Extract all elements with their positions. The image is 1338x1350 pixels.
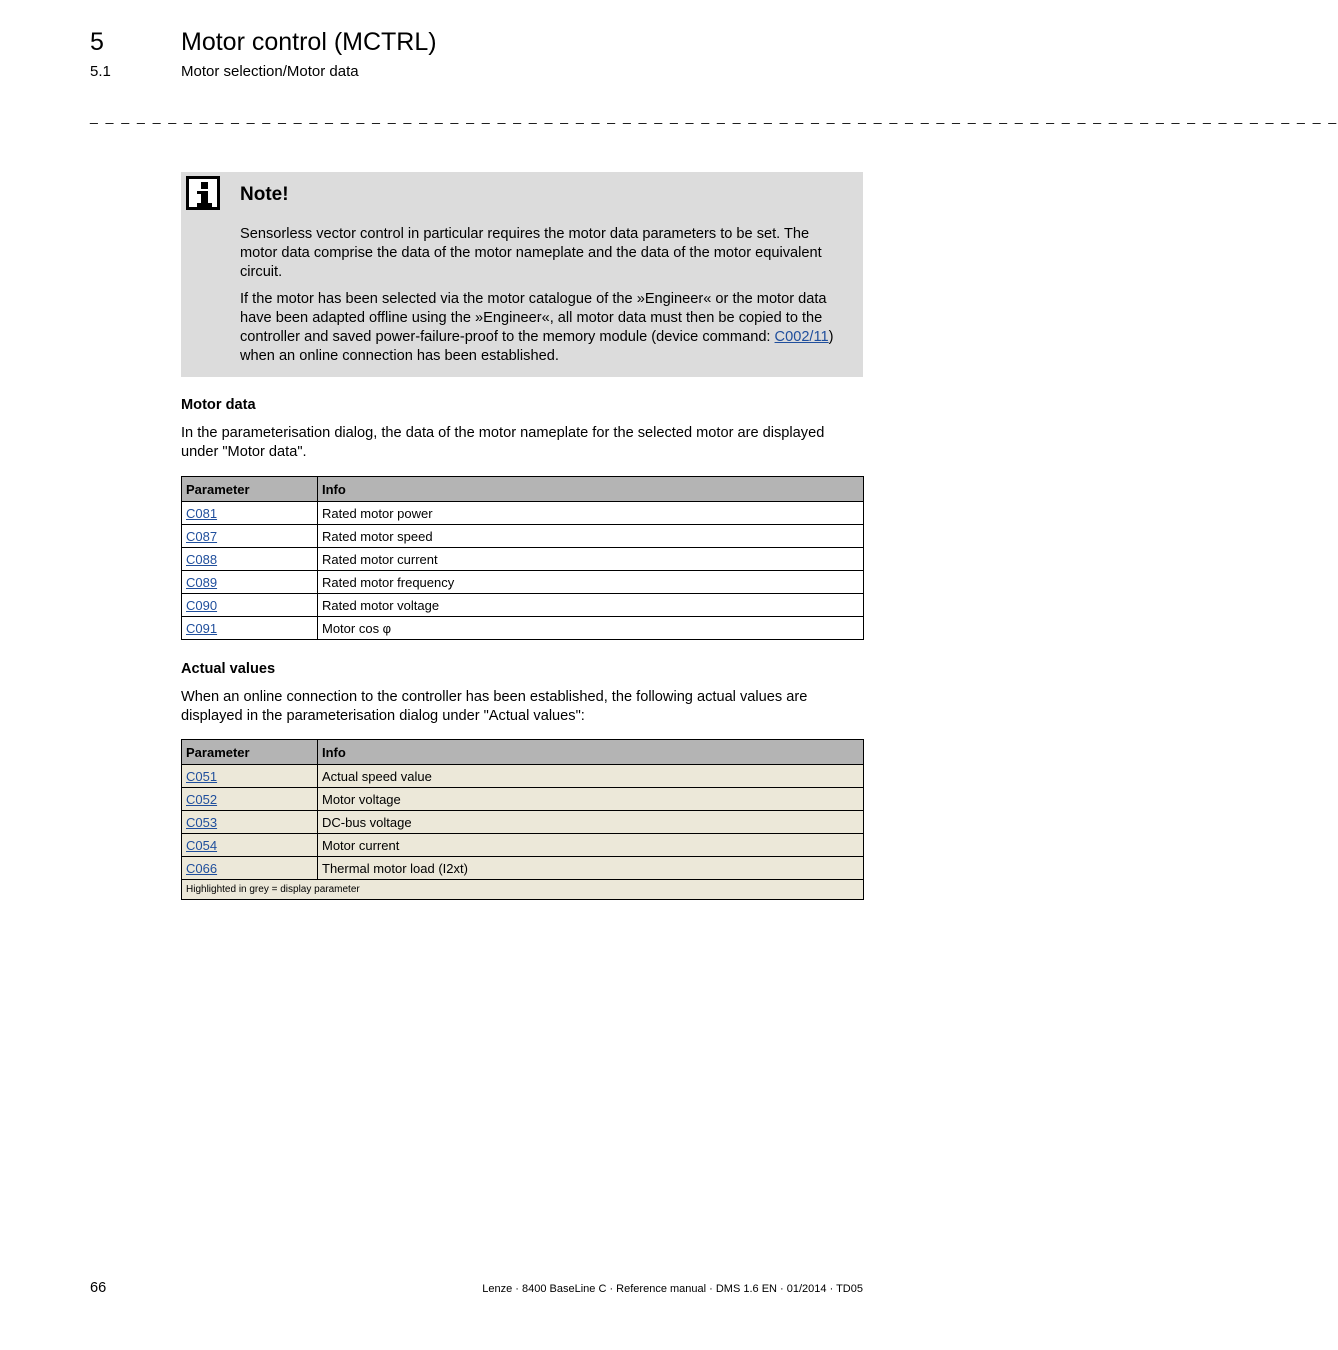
actual-values-text: When an online connection to the controller has been established, the following actual values are displayed in the parameterisation dialog under "Actual values": — [181, 689, 808, 724]
table-header-row — [182, 477, 864, 502]
parameter-link[interactable]: C087 — [186, 528, 218, 544]
section-number: 5.1 — [90, 63, 111, 80]
parameter-link[interactable]: C052 — [186, 791, 218, 807]
table-row — [182, 811, 864, 834]
parameter-link[interactable]: C081 — [186, 505, 218, 521]
table-row — [182, 617, 864, 640]
actual-values-table — [181, 739, 864, 900]
note-heading: Note! — [240, 184, 289, 205]
motor-data-text: In the parameterisation dialog, the data of the motor nameplate for the selected motor are displayed under "Motor data". — [181, 425, 825, 460]
parameter-link[interactable]: C089 — [186, 574, 218, 590]
table-header-row — [182, 740, 864, 765]
info-cell: Rated motor current — [318, 548, 864, 571]
info-cell: Rated motor frequency — [318, 571, 864, 594]
table-row — [182, 765, 864, 788]
parameter-link[interactable]: C051 — [186, 768, 218, 784]
info-cell: Actual speed value — [318, 765, 864, 788]
table-row — [182, 525, 864, 548]
note-text: If the motor has been selected via the motor catalogue of the »Engineer« or the motor data have been adapted offline using the »Engineer«, all motor data must then be copied to the controller and saved power-failure-proof to the memory module (device command: — [240, 291, 827, 345]
note-box — [181, 172, 863, 377]
info-cell: Motor current — [318, 834, 864, 857]
parameter-link[interactable]: C088 — [186, 551, 218, 567]
column-header: Parameter — [182, 477, 318, 502]
device-command-link[interactable]: C002/11 — [774, 329, 829, 345]
column-header: Parameter — [182, 740, 318, 765]
info-cell: Motor voltage — [318, 788, 864, 811]
note-text: ) when an online connection has been established. — [240, 329, 834, 364]
parameter-link[interactable]: C054 — [186, 837, 218, 853]
chapter-number: 5 — [90, 28, 104, 56]
parameter-link[interactable]: C053 — [186, 814, 218, 830]
table-row — [182, 571, 864, 594]
note-paragraph: Sensorless vector control in particular requires the motor data parameters to be set. The motor data comprise the data of the motor nameplate and the data of the motor equivalent circuit. — [240, 226, 822, 280]
table-row — [182, 788, 864, 811]
page-number: 66 — [90, 1280, 107, 1296]
note-paragraph — [240, 290, 845, 366]
parameter-link[interactable]: C090 — [186, 597, 218, 613]
info-cell: Rated motor power — [318, 502, 864, 525]
table-footnote-row — [182, 880, 864, 900]
motor-data-table — [181, 476, 864, 640]
header-divider: _ _ _ _ _ _ _ _ _ _ _ _ _ _ _ _ _ _ _ _ _ _ _ _ _ _ _ _ _ _ _ _ _ _ _ _ _ _ _ _ _ _ _ _ _ _ _ _ _ _ _ _ _ _ _ _ _ _ _ _ _ _ _ _ _ _ _ _ _ _ _ _ _ _ _ _ _ _ _ _ — [90, 108, 1338, 124]
info-cell: Rated motor speed — [318, 525, 864, 548]
info-cell: Thermal motor load (I2xt) — [318, 857, 864, 880]
column-header: Info — [318, 477, 864, 502]
table-row — [182, 857, 864, 880]
table-footnote: Highlighted in grey = display parameter — [182, 880, 864, 900]
table-row — [182, 834, 864, 857]
table-row — [182, 502, 864, 525]
actual-values-heading: Actual values — [181, 661, 276, 677]
parameter-link[interactable]: C091 — [186, 620, 218, 636]
info-icon — [186, 176, 220, 210]
document-footer: Lenze · 8400 BaseLine C · Reference manual · DMS 1.6 EN · 01/2014 · TD05 — [482, 1283, 863, 1295]
info-cell: Motor cos φ — [318, 617, 864, 640]
section-title: Motor selection/Motor data — [181, 63, 359, 80]
table-row — [182, 548, 864, 571]
column-header: Info — [318, 740, 864, 765]
table-row — [182, 594, 864, 617]
info-cell: Rated motor voltage — [318, 594, 864, 617]
info-cell: DC-bus voltage — [318, 811, 864, 834]
chapter-title: Motor control (MCTRL) — [181, 28, 437, 56]
parameter-link[interactable]: C066 — [186, 860, 218, 876]
motor-data-heading: Motor data — [181, 397, 256, 413]
